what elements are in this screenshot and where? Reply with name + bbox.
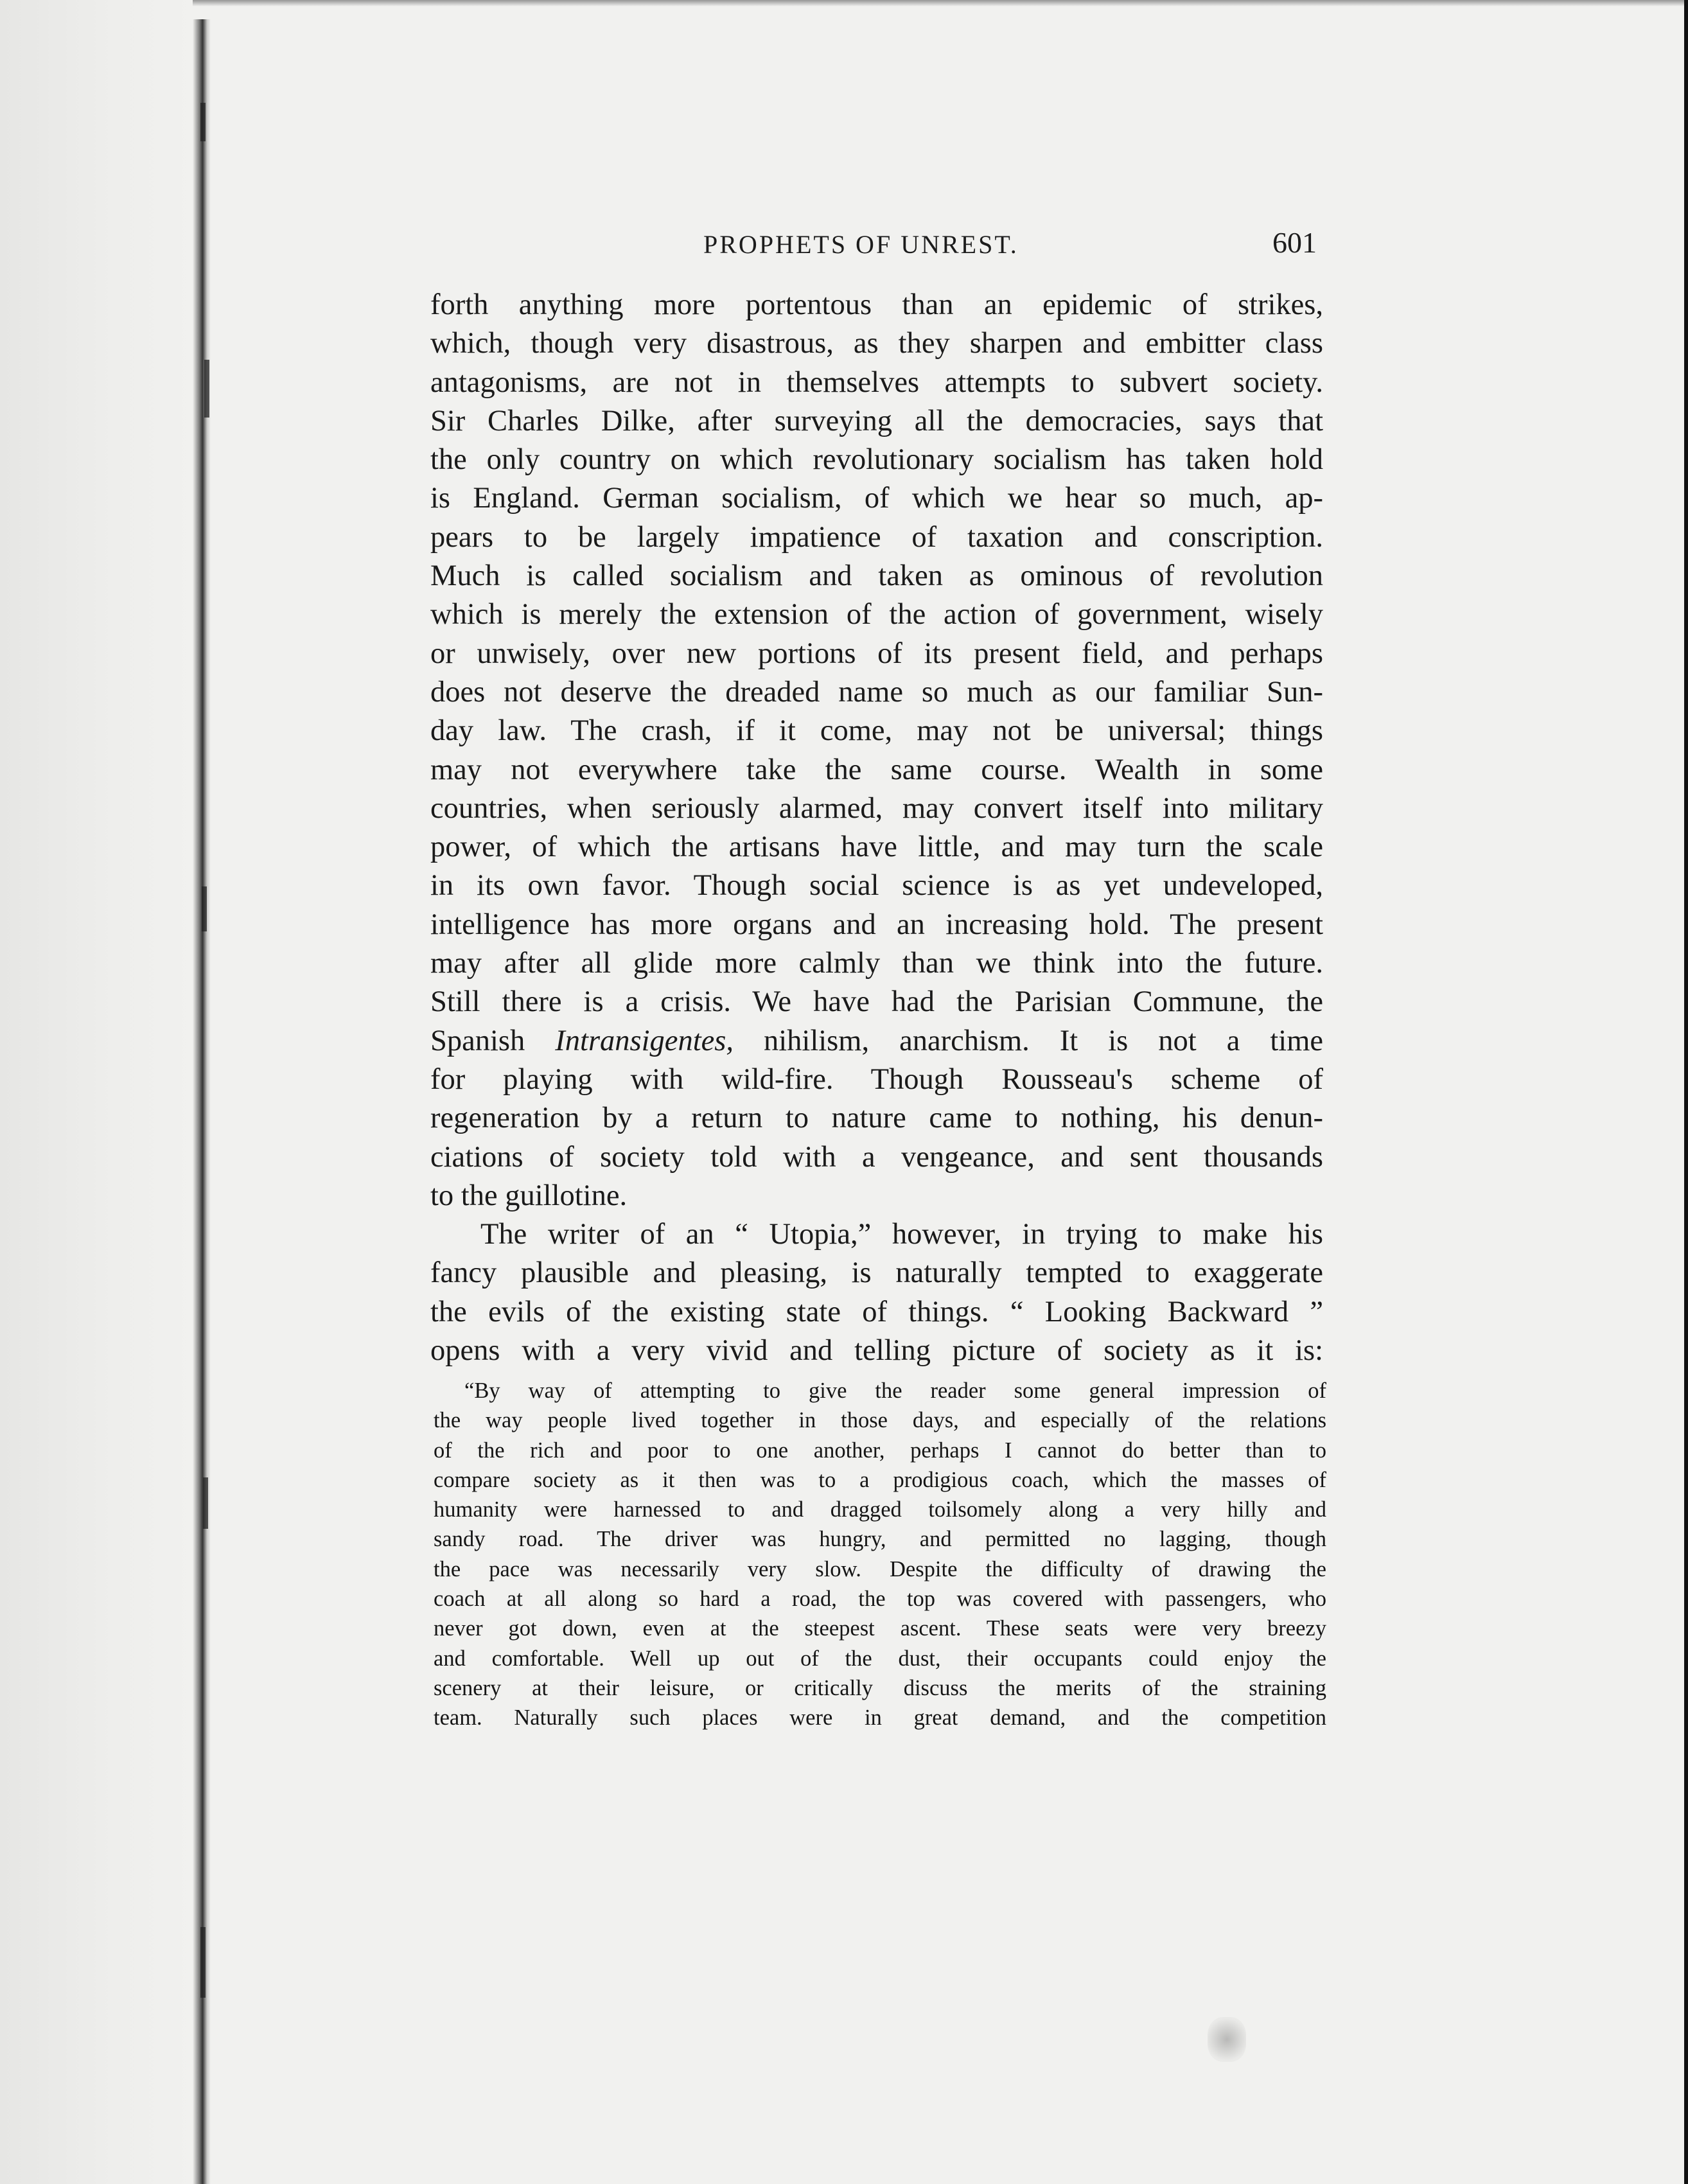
text-line: for playing with wild-fire. Though Rousseau's scheme of	[430, 1062, 1323, 1096]
binding-fleck	[204, 360, 209, 418]
italic-term: Intransigentes,	[555, 1024, 734, 1057]
top-page-edge	[193, 0, 1688, 6]
text-line: The writer of an “ Utopia,” however, in trying to make his	[480, 1218, 1323, 1251]
quote-line: team. Naturally such places were in great demand, and the competition	[434, 1705, 1326, 1730]
text-line: the only country on which revolutionary socialism has taken hold	[430, 443, 1323, 477]
quote-line: coach at all along so hard a road, the top was covered with passengers, who	[434, 1587, 1326, 1612]
quote-line: of the rich and poor to one another, perhaps I cannot do better than to	[434, 1438, 1326, 1463]
body-text	[430, 286, 1323, 1370]
text-line: or unwisely, over new portions of its present field, and perhaps	[430, 637, 1323, 670]
quote-line: “By way of attempting to give the reader some general impression of	[464, 1378, 1326, 1403]
text-line: Much is called socialism and taken as ominous of revolution	[430, 559, 1323, 593]
text-segment: Spanish	[430, 1024, 556, 1057]
text-line: pears to be largely impatience of taxation and conscription.	[430, 520, 1323, 554]
text-line: forth anything more portentous than an epidemic of strikes,	[430, 288, 1323, 321]
text-line: intelligence has more organs and an increasing hold. The present	[430, 908, 1323, 941]
quote-line: scenery at their leisure, or critically discuss the merits of the straining	[434, 1675, 1326, 1700]
text-line: fancy plausible and pleasing, is naturally tempted to exaggerate	[430, 1256, 1323, 1290]
text-line: Sir Charles Dilke, after surveying all the democracies, says that	[430, 404, 1323, 437]
page-header	[430, 226, 1323, 268]
text-line-with-italic	[430, 1022, 1323, 1061]
text-segment: nihilism, anarchism. It is not a time	[733, 1024, 1324, 1057]
binding-fleck	[200, 1927, 206, 1998]
text-line: regeneration by a return to nature came to nothing, his denun-	[430, 1102, 1323, 1135]
text-line: power, of which the artisans have little, and may turn the scale	[430, 831, 1323, 864]
text-line: may not everywhere take the same course. Wealth in some	[430, 753, 1323, 786]
text-line: countries, when seriously alarmed, may convert itself into military	[430, 791, 1323, 825]
page-number: 601	[1272, 226, 1317, 259]
binding-fleck	[200, 103, 206, 141]
text-line: day law. The crash, if it come, may not be universal; things	[430, 714, 1323, 748]
running-title: PROPHETS OF UNREST.	[703, 230, 1019, 259]
text-line: which, though very disastrous, as they sharpen and embitter class	[430, 327, 1323, 360]
text-line: antagonisms, are not in themselves attempts to subvert society.	[430, 365, 1323, 399]
quote-line: and comfortable. Well up out of the dust, their occupants could enjoy the	[434, 1646, 1326, 1671]
quote-line: the way people lived together in those days, and especially of the relations	[434, 1408, 1326, 1433]
binding-fleck	[203, 1477, 208, 1529]
quote-line: the pace was necessarily very slow. Despite the difficulty of drawing the	[434, 1556, 1326, 1581]
text-line: may after all glide more calmly than we think into the future.	[430, 947, 1323, 980]
quote-line: humanity were harnessed to and dragged toilsomely along a very hilly and	[434, 1497, 1326, 1522]
quote-line: compare society as it then was to a prodigious coach, which the masses of	[434, 1467, 1326, 1492]
quote-line: never got down, even at the steepest ascent. These seats were very breezy	[434, 1616, 1326, 1641]
text-line: does not deserve the dreaded name so much as our familiar Sun-	[430, 675, 1323, 709]
text-line: is England. German socialism, of which we hear so much, ap-	[430, 482, 1323, 515]
page-gutter	[0, 0, 193, 2184]
text-line: ciations of society told with a vengeance, and sent thousands	[430, 1140, 1323, 1174]
text-line: which is merely the extension of the action of government, wisely	[430, 598, 1323, 631]
text-line: in its own favor. Though social science is as yet undeveloped,	[430, 869, 1323, 903]
quote-line: sandy road. The driver was hungry, and permitted no lagging, though	[434, 1527, 1326, 1552]
binding-edge	[193, 19, 211, 2184]
right-page-edge	[1684, 0, 1688, 2184]
text-line: the evils of the existing state of things. “ Looking Backward ”	[430, 1295, 1323, 1328]
binding-fleck	[202, 886, 207, 931]
block-quote	[434, 1376, 1326, 1733]
text-line: to the guillotine.	[430, 1179, 628, 1212]
text-line: opens with a very vivid and telling picture of society as it is:	[430, 1334, 1323, 1368]
ink-smudge	[1208, 2017, 1246, 2062]
text-line: Still there is a crisis. We have had the Parisian Commune, the	[430, 985, 1323, 1019]
